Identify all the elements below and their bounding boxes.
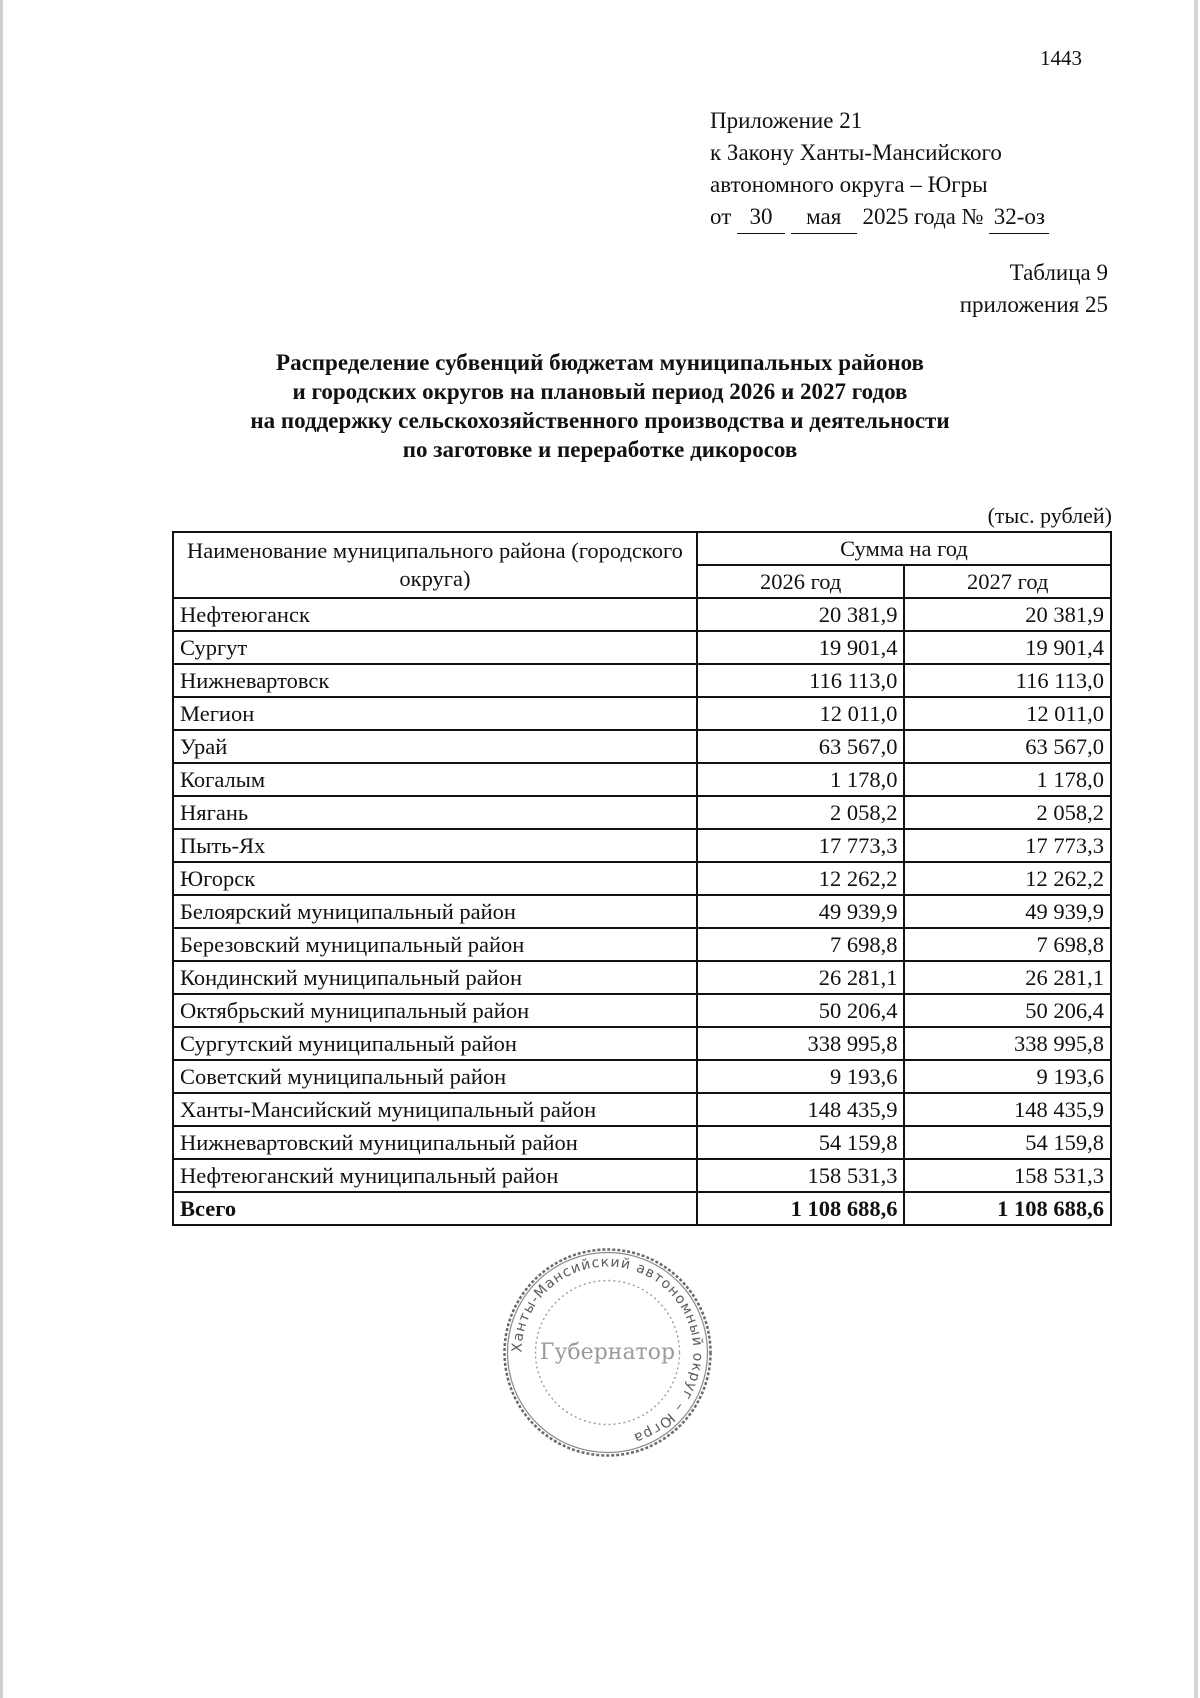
table-row <box>173 1159 1111 1192</box>
unit-label: (тыс. рублей) <box>987 503 1112 528</box>
municipality-name: Октябрьский муниципальный район <box>173 994 697 1027</box>
total-2027: 1 108 688,6 <box>904 1192 1111 1225</box>
table-row <box>173 1060 1111 1093</box>
table-ref-line: приложения 25 <box>959 292 1108 317</box>
appendix-date-line <box>710 201 1049 234</box>
value-2026: 7 698,8 <box>697 928 905 961</box>
seal-outer-text-path: Ханты-Мансийский автономный округ – Югра <box>509 1254 706 1447</box>
value-2026: 17 773,3 <box>697 829 905 862</box>
date-prefix: от <box>710 204 732 229</box>
municipality-name: Нефтеюганский муниципальный район <box>173 1159 697 1192</box>
value-2027: 26 281,1 <box>904 961 1111 994</box>
appendix-line: автономного округа – Югры <box>710 172 988 197</box>
value-2027: 116 113,0 <box>904 664 1111 697</box>
municipality-name: Когалым <box>173 763 697 796</box>
header-sum: Сумма на год <box>697 532 1111 565</box>
municipality-name: Кондинский муниципальный район <box>173 961 697 994</box>
table-row <box>173 1126 1111 1159</box>
value-2027: 9 193,6 <box>904 1060 1111 1093</box>
appendix-line: Приложение 21 <box>710 108 863 133</box>
title-line: Распределение субвенций бюджетам муниципальных районов <box>276 350 924 375</box>
municipality-name: Югорск <box>173 862 697 895</box>
table-row <box>173 598 1111 631</box>
municipality-name: Урай <box>173 730 697 763</box>
value-2027: 7 698,8 <box>904 928 1111 961</box>
value-2026: 9 193,6 <box>697 1060 905 1093</box>
value-2026: 12 262,2 <box>697 862 905 895</box>
header-2026: 2026 год <box>697 565 905 598</box>
seal-center-text: Губернатор <box>539 1340 676 1365</box>
value-2026: 116 113,0 <box>697 664 905 697</box>
value-2026: 19 901,4 <box>697 631 905 664</box>
table-row <box>173 994 1111 1027</box>
table-row <box>173 1027 1111 1060</box>
value-2027: 148 435,9 <box>904 1093 1111 1126</box>
municipality-name: Сургутский муниципальный район <box>173 1027 697 1060</box>
municipality-name: Пыть-Ях <box>173 829 697 862</box>
municipality-name: Нефтеюганск <box>173 598 697 631</box>
value-2027: 49 939,9 <box>904 895 1111 928</box>
value-2027: 158 531,3 <box>904 1159 1111 1192</box>
table-ref-line: Таблица 9 <box>1009 260 1108 285</box>
municipality-name: Сургут <box>173 631 697 664</box>
page-number: 1443 <box>1040 46 1082 70</box>
value-2027: 2 058,2 <box>904 796 1111 829</box>
municipality-name: Нягань <box>173 796 697 829</box>
official-seal <box>500 1245 715 1460</box>
table-row <box>173 796 1111 829</box>
value-2027: 17 773,3 <box>904 829 1111 862</box>
value-2027: 12 262,2 <box>904 862 1111 895</box>
municipality-name: Мегион <box>173 697 697 730</box>
table-row <box>173 928 1111 961</box>
subvention-table <box>172 531 1112 1226</box>
table-row <box>173 631 1111 664</box>
value-2026: 338 995,8 <box>697 1027 905 1060</box>
date-month: мая <box>791 201 857 234</box>
value-2026: 50 206,4 <box>697 994 905 1027</box>
table-header-row <box>173 532 1111 565</box>
total-row <box>173 1192 1111 1225</box>
date-day: 30 <box>737 201 785 234</box>
document-title <box>150 348 1050 464</box>
table-reference <box>960 257 1108 321</box>
municipality-name: Белоярский муниципальный район <box>173 895 697 928</box>
appendix-block <box>710 105 1049 234</box>
table-row <box>173 895 1111 928</box>
table-row <box>173 730 1111 763</box>
title-line: по заготовке и переработке дикоросов <box>402 437 798 462</box>
municipality-name: Березовский муниципальный район <box>173 928 697 961</box>
table-row <box>173 1093 1111 1126</box>
municipality-name: Советский муниципальный район <box>173 1060 697 1093</box>
scan-edge-right <box>1194 0 1198 1698</box>
municipality-name: Нижневартовский муниципальный район <box>173 1126 697 1159</box>
value-2026: 148 435,9 <box>697 1093 905 1126</box>
date-year: 2025 года № <box>862 204 984 229</box>
law-number: 32-оз <box>989 201 1049 234</box>
value-2026: 20 381,9 <box>697 598 905 631</box>
value-2027: 12 011,0 <box>904 697 1111 730</box>
total-label: Всего <box>173 1192 697 1225</box>
value-2026: 49 939,9 <box>697 895 905 928</box>
title-line: на поддержку сельскохозяйственного производства и деятельности <box>250 408 950 433</box>
value-2026: 2 058,2 <box>697 796 905 829</box>
header-name: Наименование муниципального района (городского округа) <box>173 532 697 598</box>
value-2026: 158 531,3 <box>697 1159 905 1192</box>
value-2027: 50 206,4 <box>904 994 1111 1027</box>
value-2027: 20 381,9 <box>904 598 1111 631</box>
table-row <box>173 697 1111 730</box>
value-2026: 1 178,0 <box>697 763 905 796</box>
title-line: и городских округов на плановый период 2026 и 2027 годов <box>292 379 908 404</box>
value-2027: 54 159,8 <box>904 1126 1111 1159</box>
table-row <box>173 763 1111 796</box>
total-2026: 1 108 688,6 <box>697 1192 905 1225</box>
table-row <box>173 961 1111 994</box>
value-2027: 338 995,8 <box>904 1027 1111 1060</box>
appendix-line: к Закону Ханты-Мансийского <box>710 140 1002 165</box>
table-row <box>173 862 1111 895</box>
value-2027: 63 567,0 <box>904 730 1111 763</box>
value-2026: 63 567,0 <box>697 730 905 763</box>
municipality-name: Нижневартовск <box>173 664 697 697</box>
value-2026: 12 011,0 <box>697 697 905 730</box>
table-row <box>173 829 1111 862</box>
value-2026: 54 159,8 <box>697 1126 905 1159</box>
table-row <box>173 664 1111 697</box>
scan-edge-left <box>0 0 3 1698</box>
value-2026: 26 281,1 <box>697 961 905 994</box>
value-2027: 1 178,0 <box>904 763 1111 796</box>
header-2027: 2027 год <box>904 565 1111 598</box>
municipality-name: Ханты-Мансийский муниципальный район <box>173 1093 697 1126</box>
value-2027: 19 901,4 <box>904 631 1111 664</box>
